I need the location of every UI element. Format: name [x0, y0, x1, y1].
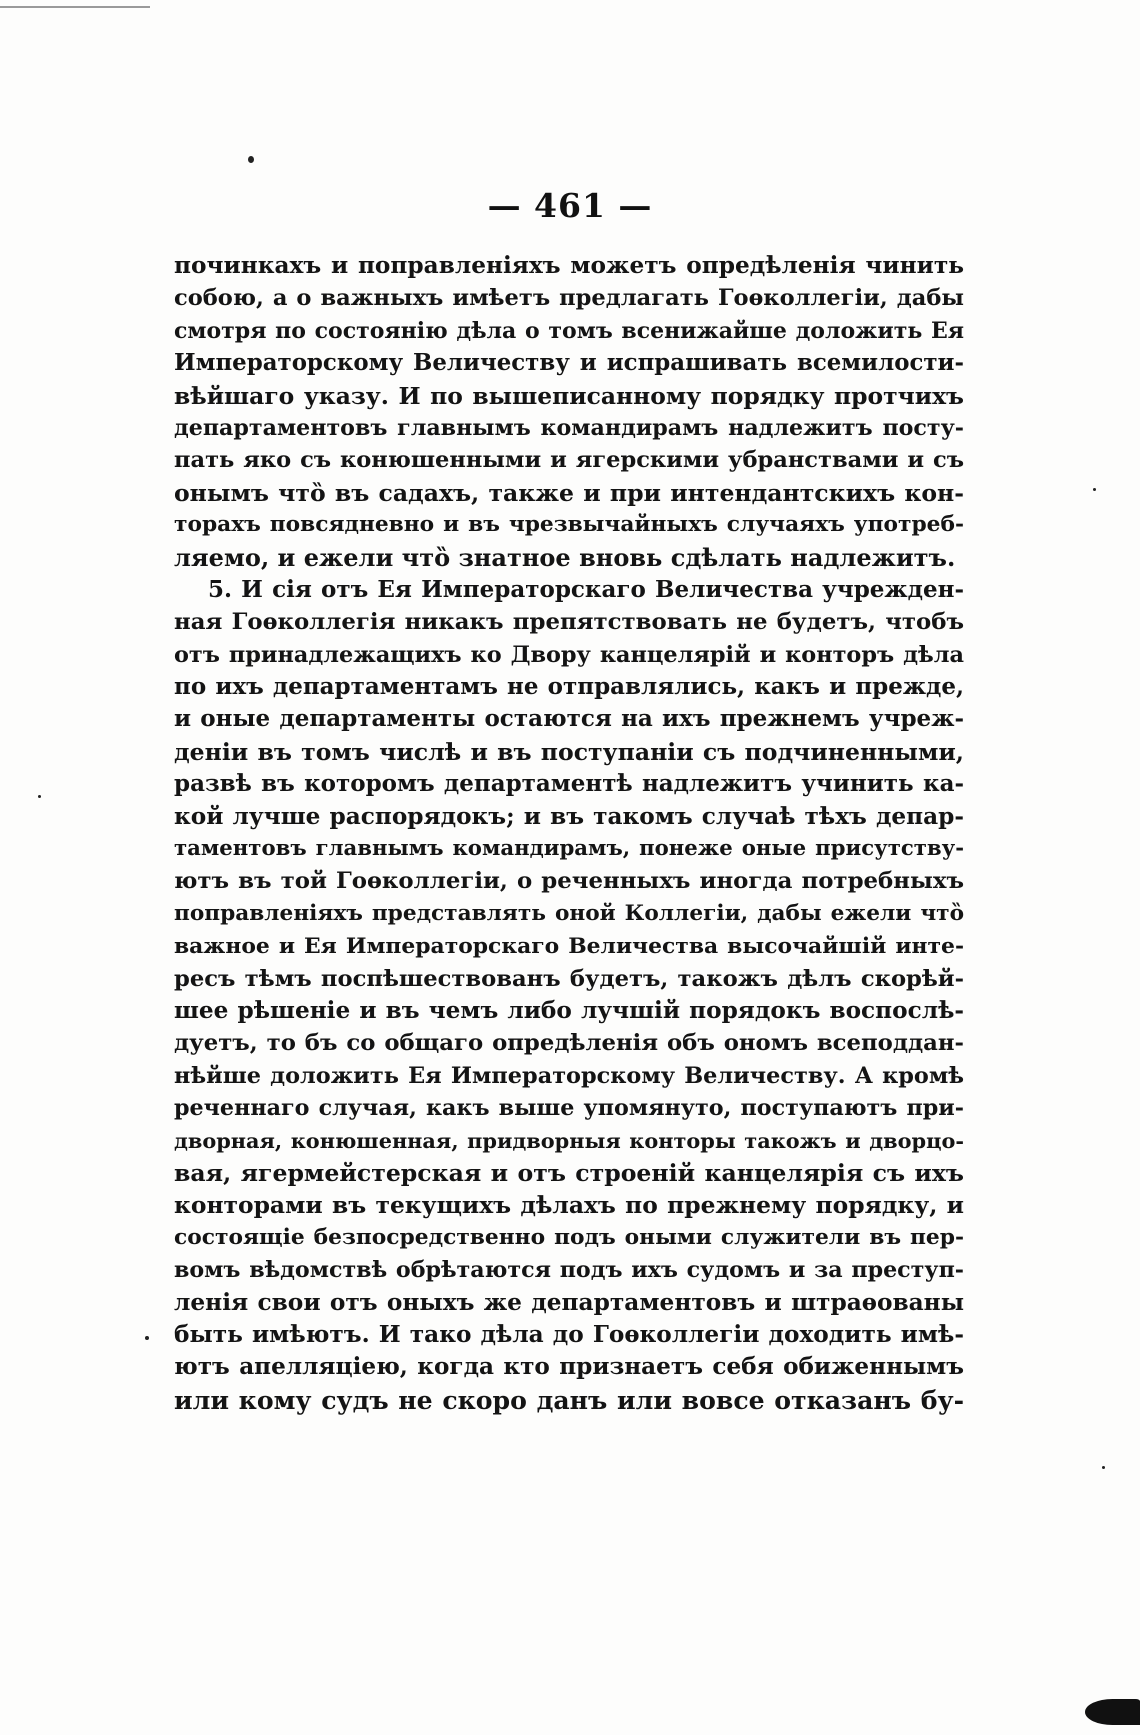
text-line: и оные департаменты остаются на ихъ прежнемъ учреж- [174, 705, 964, 733]
body-text [174, 250, 964, 1416]
text-line: важное и Ея Императорскаго Величества высочайшій инте- [174, 933, 964, 960]
ink-speck [1102, 1466, 1105, 1469]
ink-speck [248, 156, 254, 163]
text-line: конторами въ текущихъ дѣлахъ по прежнему порядку, и [174, 1191, 964, 1220]
text-line: деніи въ томъ числѣ и въ поступаніи съ подчиненными, [174, 737, 964, 766]
text-line: кой лучше распорядокъ; и въ такомъ случаѣ тѣхъ депар- [174, 802, 964, 830]
ink-speck [145, 1336, 149, 1340]
text-line: ляемо, и ежели чтȍ знатное вновь сдѣлать надлежитъ. [174, 542, 956, 572]
text-line: дворная, конюшенная, придворныя конторы такожъ и дворцо- [174, 1127, 964, 1153]
top-edge-rule [0, 6, 150, 8]
text-line: ютъ апелляціею, когда кто признаетъ себя обиженнымъ [174, 1353, 964, 1381]
text-line: Императорскому Величеству и испрашивать всемилости- [174, 350, 964, 377]
text-line: нѣйше доложить Ея Императорскому Величеству. А кромѣ [174, 1062, 964, 1089]
text-line: вѣйшаго указу. И по вышеписанному порядку протчихъ [174, 381, 964, 410]
text-line: ютъ въ той Гоѳколлегіи, о реченныхъ иногда потребныхъ [174, 868, 964, 895]
page-number: — 461 — [487, 186, 653, 225]
text-line: быть имѣютъ. И тако дѣла до Гоѳколлегіи доходить имѣ- [174, 1320, 964, 1348]
text-line: пать яко съ конюшенными и ягерскими убранствами и съ [174, 447, 964, 474]
text-line: ная Гоѳколлегія никакъ препятствовать не будетъ, чтобъ [174, 609, 964, 636]
text-line: смотря по состоянію дѣла о томъ всенижайше доложить Ея [174, 317, 964, 344]
text-line: состоящіе безпосредственно подъ оными служители въ пер- [174, 1224, 964, 1250]
text-line: отъ принадлежащихъ ко Двору канцелярій и конторъ дѣла [174, 641, 964, 668]
text-line: по ихъ департаментамъ не отправлялись, какъ и прежде, [174, 673, 964, 701]
text-line: онымъ чтȍ въ садахъ, также и при интендантскихъ кон- [174, 478, 964, 507]
text-line: департаментовъ главнымъ командирамъ надлежитъ посту- [174, 414, 964, 441]
text-line: шее рѣшеніе и въ чемъ либо лучшій порядокъ воспослѣ- [174, 996, 964, 1024]
text-line: собою, а о важныхъ имѣетъ предлагать Гоѳколлегіи, дабы [174, 285, 964, 312]
text-line: ресъ тѣмъ поспѣшествованъ будетъ, такожъ дѣлъ скорѣй- [174, 965, 964, 992]
text-line: таментовъ главнымъ командирамъ, понеже оные присутству- [174, 836, 964, 862]
text-line: дуетъ, то бъ со общаго опредѣленія объ ономъ всеподдан- [174, 1030, 964, 1057]
text-line: торахъ повсядневно и въ чрезвычайныхъ случаяхъ употреб- [174, 512, 964, 538]
page-corner-blot [1085, 1699, 1140, 1725]
text-line: поправленіяхъ представлять оной Коллегіи, дабы ежели чтȍ [174, 900, 964, 926]
text-line: развѣ въ которомъ департаментѣ надлежитъ учинить ка- [174, 770, 964, 798]
text-line: починкахъ и поправленіяхъ можетъ опредѣленія чинить [174, 252, 964, 279]
text-line: реченнаго случая, какъ выше упомянуто, поступаютъ при- [174, 1095, 964, 1122]
text-line: вомъ вѣдомствѣ обрѣтаются подъ ихъ судомъ и за преступ- [174, 1257, 964, 1284]
paragraph-start-line: 5. И сія отъ Ея Императорскаго Величества учрежден- [208, 575, 964, 603]
text-line: или кому судъ не скоро данъ или вовсе отказанъ бу- [174, 1384, 964, 1415]
text-line: ленія свои отъ оныхъ же департаментовъ и штраѳованы [174, 1288, 964, 1316]
ink-speck [38, 795, 41, 798]
text-line: вая, ягермейстерская и отъ строеній канцелярія съ ихъ [174, 1158, 964, 1187]
ink-speck [1093, 488, 1096, 491]
